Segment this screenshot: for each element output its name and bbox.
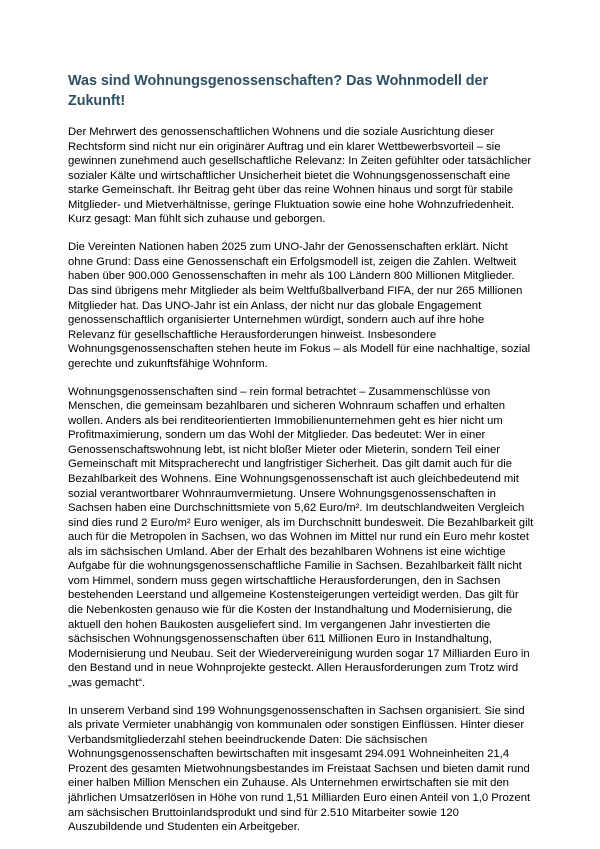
article-body xyxy=(68,125,534,835)
page-title: Was sind Wohnungsgenossenschaften? Das Wohnmodell der Zukunft! xyxy=(68,73,489,109)
paragraph-3: Wohnungsgenossenschaften sind – rein formal betrachtet – Zusammenschlüsse von Menschen, die gemeinsam bezahlbaren und sicheren Wohnraum schaffen und erhalten wollen. Anders als bei renditeorientierten Immobilienunternehmen geht es hier nicht um Profitmaximierung, sondern um das Wohl der Mitglieder. Das bedeutet: Wer in einer Genossenschaftswohnung lebt, ist nicht bloßer Mieter oder Mieterin, sondern Teil einer Gemeinschaft mit Mitspracherecht und langfristiger Sicherheit. Das gilt damit auch für die Bezahlbarkeit des Wohnens. Eine Wohnungsgenossenschaft ist auch gleichbedeutend mit sozial verantwortbarer Wohnraumvermietung. Unsere Wohnungsgenossenschaften in Sachsen haben eine Durchschnittsmiete von 5,62 Euro/m². Im deutschlandweiten Vergleich sind dies rund 2 Euro/m² Euro weniger, als im Durchschnitt bundesweit. Die Bezahlbarkeit gilt auch für die Metropolen in Sachsen, wo das Wohnen im Mittel nur rund ein Euro mehr kostet als im sächsischen Umland. Aber der Erhalt des bezahlbaren Wohnens ist eine wichtige Aufgabe für die wohnungsgenossenschaftliche Familie in Sachsen. Bezahlbarkeit fällt nicht vom Himmel, sondern muss gegen wirtschaftliche Herausforderungen, den in Sachsen bestehenden Leerstand und allgemeine Kostensteigerungen verteidigt werden. Das gilt für die Nebenkosten genauso wie für die Kosten der Instandhaltung und Modernisierung, die aktuell den hohen Baukosten ausgeliefert sind. Im vergangenen Jahr investierten die sächsischen Wohnungsgenossenschaften über 611 Millionen Euro in Instandhaltung, Modernisierung und Neubau. Seit der Wiedervereinigung wurden sogar 17 Milliarden Euro in den Bestand und in neue Wohnprojekte gesteckt. Allen Herausforderungen zum Trotz wird „was gemacht“. xyxy=(68,385,534,689)
paragraph-1: Der Mehrwert des genossenschaftlichen Wohnens und die soziale Ausrichtung dieser Rechtsform sind nicht nur ein originärer Auftrag und ein klarer Wettbewerbsvorteil – sie gewinnen zunehmend auch gesellschaftliche Relevanz: In Zeiten gefühlter oder tatsächlicher sozialer Kälte und wirtschaftlicher Unsicherheit bietet die Wohnungsgenossenschaft eine starke Gemeinschaft. Ihr Beitrag geht über das reine Wohnen hinaus und sorgt für stabile Mitglieder- und Mietverhältnisse, geringe Fluktuation sowie eine hohe Wohnzufriedenheit. Kurz gesagt: Man fühlt sich zuhause und geborgen. xyxy=(68,126,532,226)
paragraph-2: Die Vereinten Nationen haben 2025 zum UNO-Jahr der Genossenschaften erklärt. Nicht ohne Grund: Dass eine Genossenschaft ein Erfolgsmodell ist, zeigen die Zahlen. Weltweit haben über 900.000 Genossenschaften in mehr als 100 Ländern 800 Millionen Mitglieder. Das sind übrigens mehr Mitglieder als beim Weltfußballverband FIFA, der nur 265 Millionen Mitglieder hat. Das UNO-Jahr ist ein Anlass, der nicht nur das globale Engagement genossenschaftlich organisierter Unternehmen würdigt, sondern auch auf ihre hohe Relevanz für gesellschaftliche Herausforderungen hinweist. Insbesondere Wohnungsgenossenschaften stehen heute im Fokus – als Modell für eine nachhaltige, sozial gerechte und zukunftsfähige Wohnform. xyxy=(68,241,531,370)
paragraph-4: In unserem Verband sind 199 Wohnungsgenossenschaften in Sachsen organisiert. Sie sind als private Vermieter unabhängig von kommunalen oder sonstigen Einflüssen. Hinter dieser Verbandsmitgliederzahl stehen beeindruckende Daten: Die sächsischen Wohnungsgenossenschaften bewirtschaften mit insgesamt 294.091 Wohneinheiten 21,4 Prozent des gesamten Mietwohnungsbestandes im Freistaat Sachsen und bieten damit rund einer halben Million Menschen ein Zuhause. Als Unternehmen erwirtschaften sie mit den jährlichen Umsatzerlösen in Höhe von rund 1,51 Milliarden Euro einen Anteil von 1,0 Prozent am sächsischen Bruttoinlandsprodukt und sind für 2.510 Mitarbeiter sowie 120 Auszubildende und Studenten ein Arbeitgeber. xyxy=(68,704,531,834)
page-content-column xyxy=(68,72,534,835)
